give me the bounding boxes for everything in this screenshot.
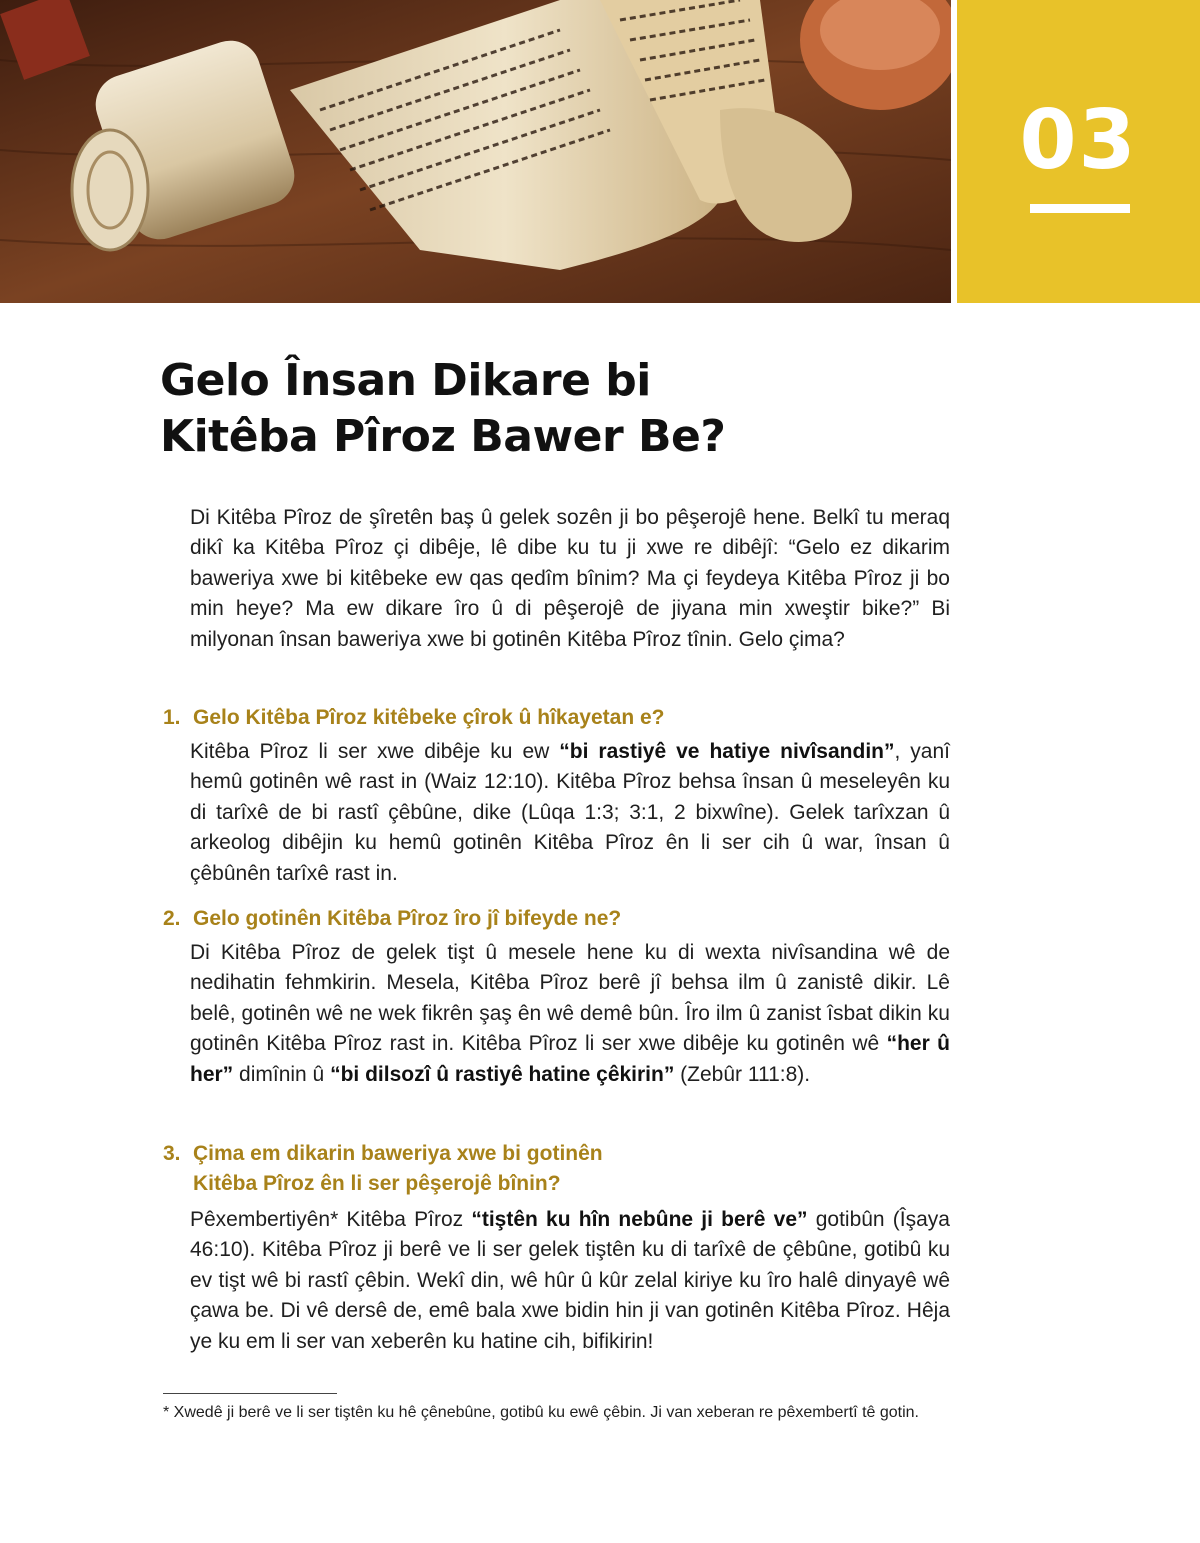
question-1-heading	[163, 703, 963, 733]
question-1-text: Gelo Kitêba Pîroz kitêbeke çîrok û hîkayetan e?	[193, 706, 665, 729]
lesson-number-underline	[1030, 204, 1130, 213]
answer-1-paragraph	[190, 737, 950, 889]
question-1-number: 1.	[163, 706, 181, 729]
page-title-line-2: Kitêba Pîroz Bawer Be?	[160, 411, 726, 462]
answer-3-quote: “tiştên ku hîn nebûne ji berê ve”	[471, 1208, 808, 1231]
question-3-number: 3.	[163, 1142, 181, 1165]
scrolls-illustration	[0, 0, 951, 303]
footnote: * Xwedê ji berê ve li ser tiştên ku hê çênebûne, gotibû ku ewê çêbin. Ji van xeberan re pêxembertî tê gotin.	[163, 1404, 919, 1421]
question-2-heading	[163, 904, 963, 934]
question-3-text-line-2: Kitêba Pîroz ên li ser pêşerojê bînin?	[193, 1172, 561, 1195]
answer-1-quote: “bi rastiyê ve hatiye nivîsandin”	[559, 740, 895, 763]
answer-1-text-b: , yanî hemû gotinên wê rast in (Waiz 12:10). Kitêba Pîroz behsa însan û meseleyên ku di tarîxê de bi rastî çêbûne, dike (Lûqa 1:3; 3:1, 2 bixwîne). Gelek tarîxzan û arkeolog dibêjin ku hemû gotinên Kitêba Pîroz ên li ser cih û war, însan û çêbûnên tarîxê rast in.	[190, 740, 950, 885]
question-3-heading	[163, 1139, 963, 1199]
lesson-number: 03	[1019, 93, 1138, 188]
answer-1-text-a: Kitêba Pîroz li ser xwe dibêje ku ew	[190, 740, 560, 763]
answer-2-quote-1: “her û her”	[190, 1032, 950, 1086]
question-2-number: 2.	[163, 907, 181, 930]
answer-2-text-a: Di Kitêba Pîroz de gelek tişt û mesele hene ku di wexta nivîsandina wê de nedihatin fehmkirin. Mesela, Kitêba Pîroz berê jî behsa ilm û zanistê dikir. Lê belê, gotinên wê ne wek fikrên şaş ên wê demê bûn. Îro ilm û zanist îsbat dikin ku gotinên Kitêba Pîroz rast in. Kitêba Pîroz li ser xwe dibêje ku gotinên wê	[190, 941, 950, 1056]
page-title	[160, 353, 960, 465]
answer-2-text-b: dimînin û	[233, 1062, 331, 1086]
answer-3-paragraph	[190, 1205, 950, 1357]
answer-2-quote-2: “bi dilsozî û rastiyê hatine çêkirin”	[330, 1062, 675, 1086]
page-title-line-1: Gelo Însan Dikare bi	[160, 355, 651, 406]
answer-3-text-a: Pêxembertiyên* Kitêba Pîroz	[190, 1208, 472, 1231]
answer-3-text-b: gotibûn (Îşaya 46:10). Kitêba Pîroz ji berê ve li ser gelek tiştên ku di tarîxê de çêbûne, gotibû ku ev tişt wê bi rastî çêbin. Wekî din, wê hûr û kûr zelal kiriye ku îro halê dinyayê wê çawa be. Di vê dersê de, emê bala xwe bidin hin ji van gotinên Kitêba Pîroz. Hêja ye ku em li ser van xeberên ku hatine cih, bifikirin!	[190, 1208, 950, 1353]
answer-2-text-c: (Zebûr 111:8).	[674, 1062, 811, 1086]
answer-2-paragraph	[190, 938, 950, 1090]
footnote-divider	[163, 1393, 337, 1394]
lesson-number-box	[957, 0, 1200, 303]
hero-image	[0, 0, 951, 303]
intro-paragraph: Di Kitêba Pîroz de şîretên baş û gelek sozên ji bo pêşerojê hene. Belkî tu meraq dikî ka Kitêba Pîroz çi dibêje, lê dibe ku tu ji xwe re dibêjî: “Gelo ez dikarim baweriya xwe bi kitêbeke ew qas qedîm bînim? Ma çi feydeya Kitêba Pîroz ji bo min heye? Ma ew dikare îro û di pêşerojê de jiyana min xweştir bike?” Bi milyonan însan baweriya xwe bi gotinên Kitêba Pîroz tînin. Gelo çima?	[190, 506, 950, 651]
question-2-text: Gelo gotinên Kitêba Pîroz îro jî bifeyde ne?	[193, 907, 622, 930]
question-3-text-line-1: Çima em dikarin baweriya xwe bi gotinên	[193, 1142, 603, 1165]
